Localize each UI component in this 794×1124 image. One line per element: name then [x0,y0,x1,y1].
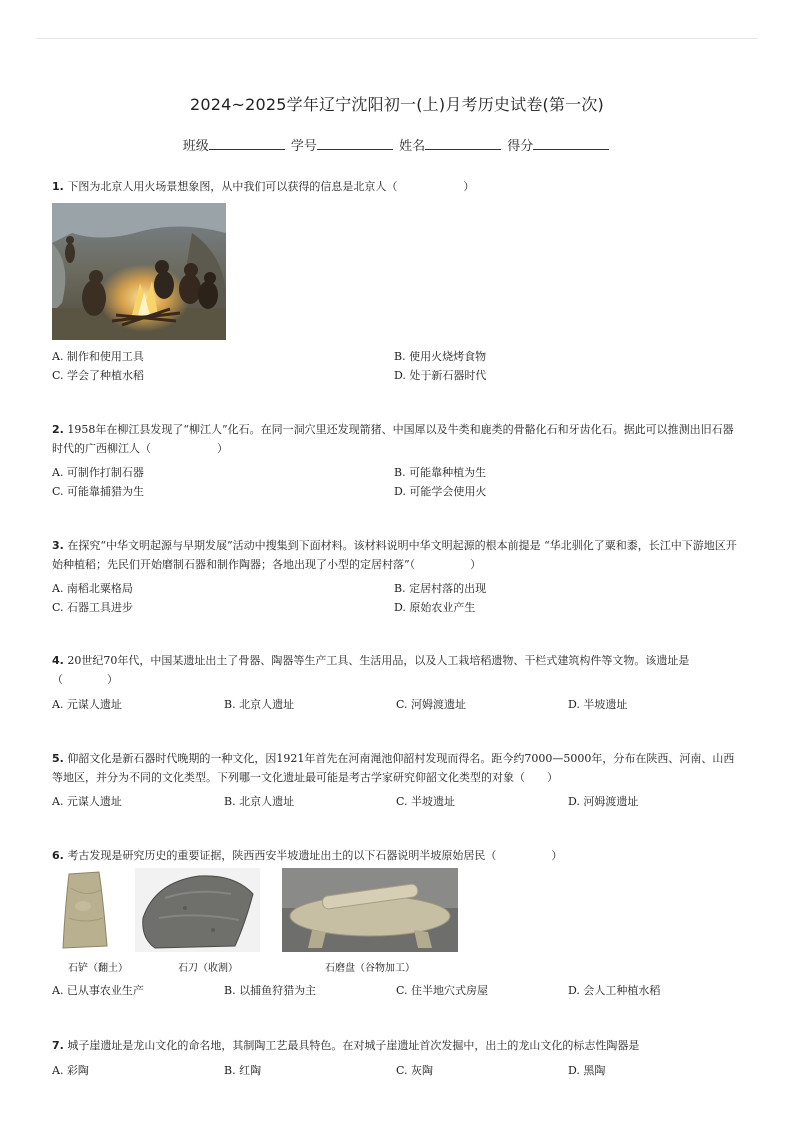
stone-knife-image [135,868,260,952]
caption-stone-shovel: 石铲（翻土） [68,963,128,974]
q3-option-c[interactable]: C. 石器工具进步 [52,601,134,614]
q2-option-b[interactable]: B. 可能靠种植为生 [394,466,487,479]
exam-title: 2024~2025学年辽宁沈阳初一(上)月考历史试卷(第一次) [189,95,604,114]
peking-man-fire-image [52,203,226,340]
question-6-options [52,982,742,1000]
student-info-line [0,135,794,154]
question-3-text: 3. 在探究“中华文明起源与早期发展”活动中搜集到下面材料。该材料说明中华文明起源的根本前提是 “华北驯化了粟和黍，长江中下游地区开始种植稻；先民们开始磨制石器和制作陶器；各地出现了小型的定居村落”（ ） [52,539,737,571]
q4-option-c[interactable]: C. 河姆渡遗址 [396,698,467,711]
name-blank[interactable] [425,137,501,150]
class-blank[interactable] [209,137,285,150]
q2-option-d[interactable]: D. 可能学会使用火 [394,485,487,498]
q1-option-a[interactable]: A. 制作和使用工具 [52,350,144,363]
caption-stone-mill: 石磨盘（谷物加工） [325,963,415,974]
q5-option-a[interactable]: A. 元谋人遗址 [52,795,122,808]
question-3 [52,536,742,574]
question-7-text: 7. 城子崖遗址是龙山文化的命名地，其制陶工艺最具特色。在对城子崖遗址首次发掘中，出土的龙山文化的标志性陶器是 [52,1039,640,1052]
q3-option-b[interactable]: B. 定居村落的出现 [394,582,487,595]
q5-option-d[interactable]: D. 河姆渡遗址 [568,795,639,808]
question-5-options [52,793,742,811]
q3-option-d[interactable]: D. 原始农业产生 [394,601,476,614]
score-blank[interactable] [533,137,609,150]
q4-option-d[interactable]: D. 半坡遗址 [568,698,628,711]
question-3-options [52,580,742,618]
question-5 [52,749,742,787]
q5-option-c[interactable]: C. 半坡遗址 [396,795,456,808]
q1-option-c[interactable]: C. 学会了种植水稻 [52,369,145,382]
question-4-options [52,696,742,714]
q2-option-c[interactable]: C. 可能靠捕猎为生 [52,485,145,498]
question-6 [52,846,742,865]
question-2 [52,420,742,458]
q6-option-c[interactable]: C. 住半地穴式房屋 [396,984,489,997]
stone-mill-image [282,868,458,952]
q7-option-d[interactable]: D. 黑陶 [568,1064,606,1077]
q1-option-b[interactable]: B. 使用火烧烤食物 [394,350,487,363]
q7-option-b[interactable]: B. 红陶 [224,1064,262,1077]
question-6-text: 6. 考古发现是研究历史的重要证据，陕西西安半坡遗址出土的以下石器说明半坡原始居民（ ） [52,849,563,862]
header-divider [36,38,758,39]
question-1 [52,177,742,196]
stone-shovel-image [57,868,113,950]
question-5-text: 5. 仰韶文化是新石器时代晚期的一种文化，因1921年首先在河南渑池仰韶村发现而得名。距今约7000—5000年，分布在陕西、河南、山西等地区，并分为不同的文化类型。下列哪一文化遗址最可能是考古学家研究仰韶文化类型的对象（ ） [52,752,735,784]
score-label: 得分 [507,139,534,154]
q4-option-b[interactable]: B. 北京人遗址 [224,698,295,711]
q4-option-a[interactable]: A. 元谋人遗址 [52,698,122,711]
question-2-text: 2. 1958年在柳江县发现了“柳江人”化石。在同一洞穴里还发现箭猪、中国犀以及牛类和鹿类的骨骼化石和牙齿化石。据此可以推测出旧石器时代的广西柳江人（ ） [52,423,734,455]
question-7-options [52,1062,742,1080]
id-label: 学号 [290,139,317,154]
question-4-text: 4. 20世纪70年代，中国某遗址出土了骨器、陶器等生产工具、生活用品，以及人工栽培稻遗物、干栏式建筑构件等文物。该遗址是（ ） [52,654,690,686]
class-label: 班级 [182,139,209,154]
q5-option-b[interactable]: B. 北京人遗址 [224,795,295,808]
caption-stone-knife: 石刀（收割） [178,963,238,974]
q6-option-d[interactable]: D. 会人工种植水稻 [568,984,661,997]
question-2-options [52,464,742,502]
question-1-options [52,348,742,386]
q6-option-a[interactable]: A. 已从事农业生产 [52,984,144,997]
id-blank[interactable] [317,137,393,150]
question-4 [52,651,742,689]
q7-option-c[interactable]: C. 灰陶 [396,1064,434,1077]
question-7 [52,1036,742,1055]
question-1-text: 1. 下图为北京人用火场景想象图，从中我们可以获得的信息是北京人（ ） [52,180,475,193]
q6-option-b[interactable]: B. 以捕鱼狩猎为主 [224,984,317,997]
q1-option-d[interactable]: D. 处于新石器时代 [394,369,487,382]
q3-option-a[interactable]: A. 南稻北粟格局 [52,582,133,595]
q7-option-a[interactable]: A. 彩陶 [52,1064,89,1077]
name-label: 姓名 [399,139,426,154]
q2-option-a[interactable]: A. 可制作打制石器 [52,466,144,479]
